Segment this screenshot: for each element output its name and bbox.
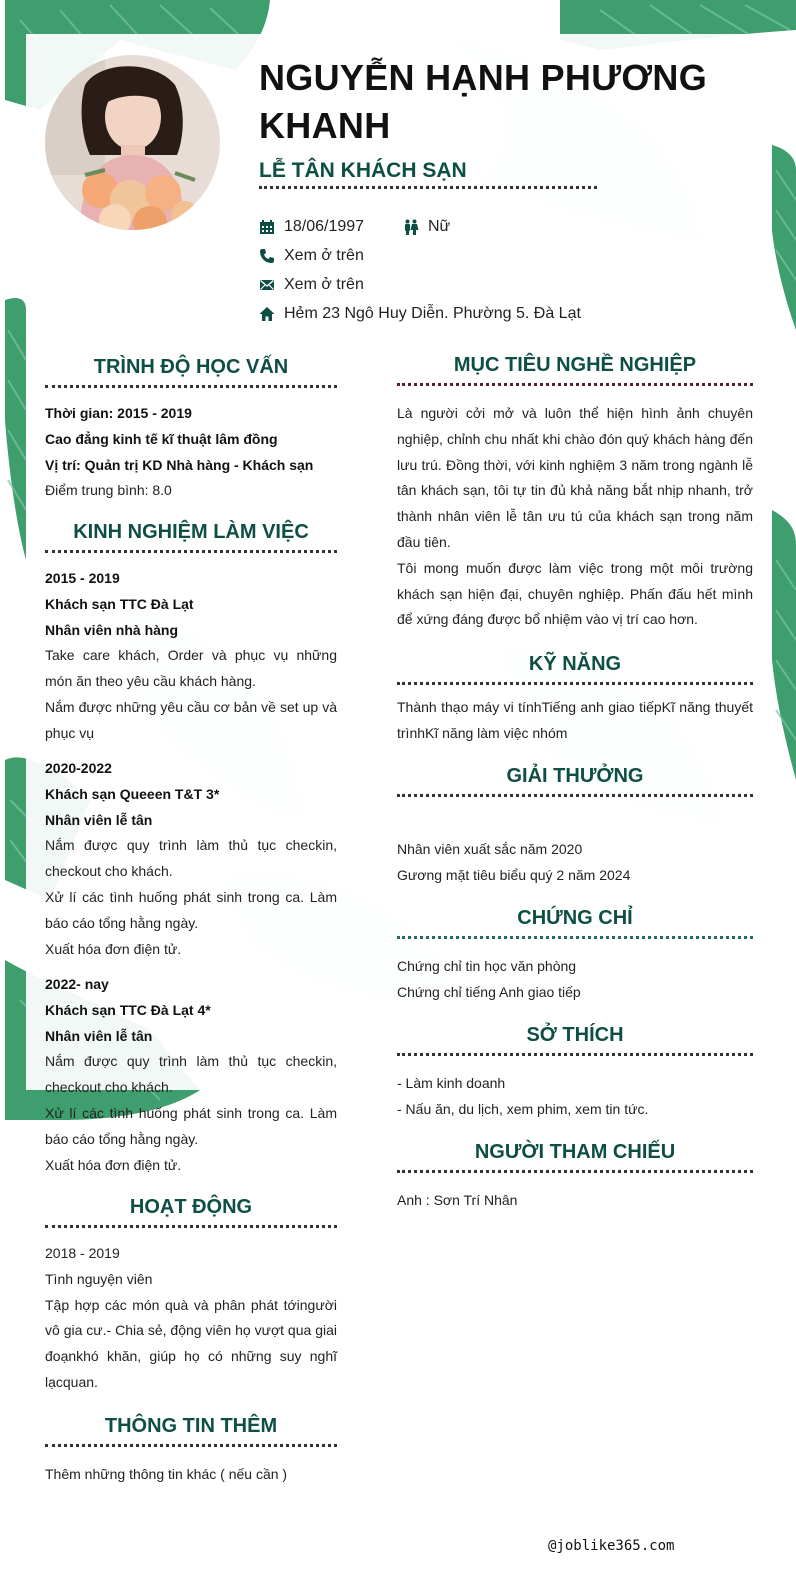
- experience-item: [45, 972, 337, 1178]
- section-title: CHỨNG CHỈ: [517, 907, 633, 929]
- hobby-item: - Nấu ăn, du lịch, xem phim, xem tin tức.: [397, 1100, 649, 1117]
- references-section: [397, 1138, 753, 1173]
- experience-company: Khách sạn TTC Đà Lạt 4*: [45, 1001, 211, 1018]
- birthday-value: 18/06/1997: [284, 218, 365, 235]
- activity-desc: Tập hợp các món quà và phân phát tớingười vô gia cư.- Chia sẻ, động viên họ vượt qua giai đoạnkhó khăn, giúp họ có những suy nghĩ lạcquan.: [45, 1296, 337, 1390]
- reference-text: Anh : Sơn Trí Nhân: [397, 1192, 518, 1208]
- experience-desc: Nắm được quy trình làm thủ tục checkin, checkout cho khách.: [45, 1053, 337, 1096]
- experience-company: Khách sạn Queeen T&T 3*: [45, 785, 220, 802]
- address-row: [259, 303, 581, 325]
- birthday-row: [259, 216, 364, 238]
- section-title: MỤC TIÊU NGHỀ NGHIỆP: [453, 354, 697, 376]
- experience-period: 2020-2022: [45, 760, 112, 776]
- activities-content: [45, 1241, 337, 1396]
- email-value: Xem ở trên: [284, 276, 364, 293]
- certificate-item: Chứng chỉ tiếng Anh giao tiếp: [397, 983, 581, 1000]
- experience-desc: Nắm được quy trình làm thủ tục checkin, checkout cho khách.: [45, 837, 337, 880]
- certificates-list: [397, 954, 753, 1006]
- skills-text: Thành thạo máy vi tínhTiếng anh giao tiếpKĩ năng thuyết trìnhKĩ năng làm việc nhóm: [397, 699, 753, 741]
- experience-desc: Xử lí các tình huống phát sinh trong ca. Làm báo cáo tổng hằng ngày.: [45, 888, 337, 931]
- job-position: LỄ TÂN KHÁCH SẠN: [259, 159, 467, 182]
- gender-value: Nữ: [428, 218, 451, 235]
- section-title: GIẢI THƯỞNG: [506, 765, 644, 787]
- divider: [45, 385, 337, 388]
- section-title: NGƯỜI THAM CHIẾU: [474, 1141, 676, 1163]
- section-title: TRÌNH ĐỘ HỌC VẤN: [93, 356, 289, 378]
- education-major: Vị trí: Quản trị KD Nhà hàng - Khách sạn: [45, 456, 314, 473]
- section-title: HOẠT ĐỘNG: [129, 1196, 253, 1218]
- objective-paragraph: Là người cởi mở và luôn thể hiện hình ảnh chuyên nghiệp, chỉnh chu nhất khi chào đón quý khách hàng đến lưu trú. Đồng thời, với kinh nghiệm 3 năm trong ngành lễ tân khách sạn, tôi tự tin đủ khả năng bắt nhịp nhanh, trở thành nhân viên lễ tân ưu tú của khách sạn trong năm đầu tiên.: [397, 405, 753, 550]
- divider: [45, 1444, 337, 1447]
- education-section: [45, 353, 337, 388]
- brand-watermark: @joblike365.com: [548, 1538, 675, 1554]
- phone-row: [259, 245, 364, 267]
- more-info-text: Thêm những thông tin khác ( nếu cần ): [45, 1466, 288, 1482]
- avatar: [45, 55, 220, 230]
- experience-role: Nhân viên lễ tân: [45, 1027, 153, 1044]
- section-title: KINH NGHIỆM LÀM VIỆC: [73, 521, 309, 543]
- awards-section: [397, 762, 753, 797]
- divider: [45, 1225, 337, 1228]
- phone-value: Xem ở trên: [284, 247, 364, 264]
- experience-role: Nhân viên lễ tân: [45, 811, 153, 828]
- divider: [259, 186, 597, 189]
- divider: [45, 550, 337, 553]
- experience-role: Nhân viên nhà hàng: [45, 621, 179, 638]
- experience-company: Khách sạn TTC Đà Lạt: [45, 595, 194, 612]
- section-title: KỸ NĂNG: [528, 653, 622, 675]
- skills-section: [397, 650, 753, 685]
- hobbies-list: [397, 1071, 753, 1123]
- section-title: THÔNG TIN THÊM: [104, 1415, 278, 1437]
- address-value: Hẻm 23 Ngô Huy Diễn. Phường 5. Đà Lạt: [284, 305, 581, 322]
- divider: [397, 682, 753, 685]
- envelope-icon: [259, 277, 275, 293]
- calendar-icon: [259, 219, 275, 235]
- experience-item: [45, 756, 337, 962]
- section-title: SỞ THÍCH: [526, 1024, 624, 1046]
- hobby-item: - Làm kinh doanh: [397, 1075, 506, 1091]
- education-time: Thời gian: 2015 - 2019: [45, 405, 192, 421]
- experience-desc: Xuất hóa đơn điện tử.: [45, 940, 182, 957]
- candidate-name: NGUYỄN HẠNH PHƯƠNG KHANH: [259, 57, 707, 146]
- award-item: Nhân viên xuất sắc năm 2020: [397, 841, 583, 857]
- award-item: Gương mặt tiêu biểu quý 2 năm 2024: [397, 866, 631, 883]
- gender-icon: [403, 219, 419, 235]
- activity-period: 2018 - 2019: [45, 1245, 120, 1261]
- more-info-section: [45, 1412, 337, 1447]
- divider: [397, 794, 753, 797]
- gender-row: [403, 216, 450, 238]
- objective-paragraph: Tôi mong muốn được làm việc trong một môi trường khách sạn hiện đại, chuyên nghiệp. Phấn đấu hết mình để xứng đáng được bổ nhiệm vào vị trí cao hơn.: [397, 559, 753, 628]
- experience-desc: Take care khách, Order và phục vụ những món ăn theo yêu cầu khách hàng.: [45, 647, 337, 690]
- certificate-item: Chứng chỉ tin học văn phòng: [397, 958, 577, 974]
- education-content: [45, 401, 337, 504]
- divider: [397, 1170, 753, 1173]
- education-gpa: Điểm trung bình: 8.0: [45, 482, 172, 499]
- awards-list: [397, 837, 753, 889]
- home-icon: [259, 306, 275, 322]
- divider: [397, 1053, 753, 1056]
- experience-item: [45, 566, 337, 747]
- email-row: [259, 274, 364, 296]
- education-school: Cao đẳng kinh tế kĩ thuật lâm đồng: [45, 430, 278, 447]
- objective-content: [397, 401, 753, 633]
- divider: [397, 383, 753, 386]
- objective-section: [397, 351, 753, 386]
- divider: [397, 936, 753, 939]
- experience-period: 2022- nay: [45, 976, 109, 992]
- experience-desc: Xử lí các tình huống phát sinh trong ca. Làm báo cáo tổng hằng ngày.: [45, 1104, 337, 1147]
- activities-section: [45, 1193, 337, 1228]
- experience-period: 2015 - 2019: [45, 570, 120, 586]
- certificates-section: [397, 904, 753, 939]
- activity-name: Tình nguyện viên: [45, 1270, 153, 1287]
- hobbies-section: [397, 1021, 753, 1056]
- phone-icon: [259, 248, 275, 264]
- experience-desc: Nắm được những yêu cầu cơ bản về set up và phục vụ: [45, 698, 337, 741]
- experience-section: [45, 518, 337, 553]
- experience-desc: Xuất hóa đơn điện tử.: [45, 1156, 182, 1173]
